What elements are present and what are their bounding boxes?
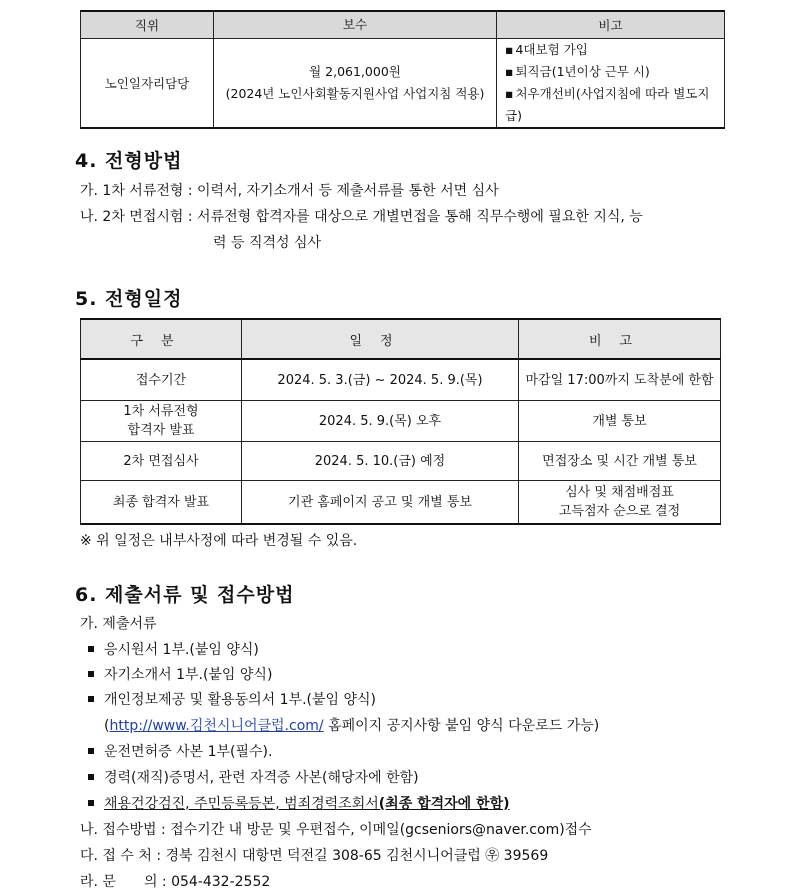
row-schedule: 2024. 5. 9.(목) 오후 [242,401,519,442]
note-item: ▪ 퇴직금(1년이상 근무 시) [505,61,718,83]
final-docs-condition: (최종 합격자에 한함) [378,796,510,812]
list-item [88,741,272,761]
section6-sub-a: 가. 제출서류 [80,616,157,632]
row-schedule: 2024. 5. 3.(금) ~ 2024. 5. 9.(목) [242,359,519,401]
list-item-text: 운전면허증 사본 1부(필수). [104,744,273,760]
section4-item-a: 가. 1차 서류전형 : 이력서, 자기소개서 등 제출서류를 통한 서면 심사 [80,183,499,199]
list-item [88,639,259,659]
note-item: ▪ 4대보험 가입 [505,39,718,61]
position-cell: 노인일자리담당 [81,39,214,129]
bullet-icon [88,696,94,702]
section4-item-b-cont: 력 등 직격성 심사 [213,235,322,251]
row-category: 접수기간 [81,359,242,401]
bullet-icon [88,646,94,652]
header-schedule: 일정 [242,319,519,359]
pay-basis: (2024년 노인사회활동지원사업 사업지침 적용) [225,86,485,101]
list-item-text: 경력(재직)증명서, 관련 자격증 사본(해당자에 한함) [104,770,419,786]
table-row [81,442,721,481]
list-item [88,767,419,787]
row-category: 2차 면접심사 [81,442,242,481]
table-row [81,401,721,442]
url-prefix: ( [104,718,110,734]
pay-amount: 월 2,061,000원 [309,64,401,79]
download-note [104,715,599,735]
list-item [88,689,376,709]
section6-sub-b: 나. 접수방법 : 접수기간 내 방문 및 우편접수, 이메일(gcseniors@naver.com)접수 [80,822,592,838]
section4-title: 4. 전형방법 [75,150,183,172]
row-schedule: 기관 홈페이지 공고 및 개별 통보 [242,481,519,525]
row-category: 1차 서류전형 합격자 발표 [81,401,242,442]
bullet-icon [88,800,94,806]
salary-table [80,10,725,129]
section6-title: 6. 제출서류 및 접수방법 [75,584,295,606]
row-schedule: 2024. 5. 10.(금) 예정 [242,442,519,481]
bullet-icon [88,748,94,754]
header-position: 직위 [81,11,214,39]
row-remarks: 개별 통보 [519,401,721,442]
table-row [81,359,721,401]
list-item [88,793,510,813]
bullet-icon [88,774,94,780]
section6-sub-d: 라. 문 의 : 054-432-2552 [80,874,271,890]
section6-sub-c: 다. 접 수 처 : 경북 김천시 대항면 덕전길 308-65 김천시니어클럽 ㉾ 39569 [80,848,549,864]
section4-item-b: 나. 2차 면접시험 : 서류전형 합격자를 대상으로 개별면접을 통해 직무수행에 필요한 지식, 능 [80,209,643,225]
list-item-text: 자기소개서 1부.(붙임 양식) [104,667,273,683]
list-item-text: 개인정보제공 및 활용동의서 1부.(붙임 양식) [104,692,376,708]
homepage-link[interactable]: http://www.김천시니어클럽.com/ [109,718,324,734]
section5-title: 5. 전형일정 [75,288,183,310]
row-remarks: 면접장소 및 시간 개별 통보 [519,442,721,481]
list-item-text: 응시원서 1부.(붙임 양식) [104,642,259,658]
header-pay: 보수 [214,11,497,39]
note-item: ▪ 처우개선비(사업지침에 따라 별도지급) [505,83,718,127]
list-item [88,664,272,684]
row-remarks: 심사 및 채점배점표 고득점자 순으로 결정 [519,481,721,525]
row-category: 최종 합격자 발표 [81,481,242,525]
bullet-icon [88,671,94,677]
row-remarks: 마감일 17:00까지 도착분에 한함 [519,359,721,401]
table-row [81,39,725,129]
schedule-table [80,318,721,525]
schedule-note: ※ 위 일정은 내부사정에 따라 변경될 수 있음. [80,533,358,549]
pay-cell [214,39,497,129]
table-row [81,481,721,525]
header-remarks: 비고 [519,319,721,359]
url-suffix: 홈페이지 공지사항 붙임 양식 다운로드 가능) [323,718,600,734]
header-category: 구분 [81,319,242,359]
final-docs-text: 채용건강검진, 주민등록등본, 범죄경력조회서 [104,796,379,812]
header-notes: 비고 [497,11,725,39]
notes-cell [497,39,725,129]
